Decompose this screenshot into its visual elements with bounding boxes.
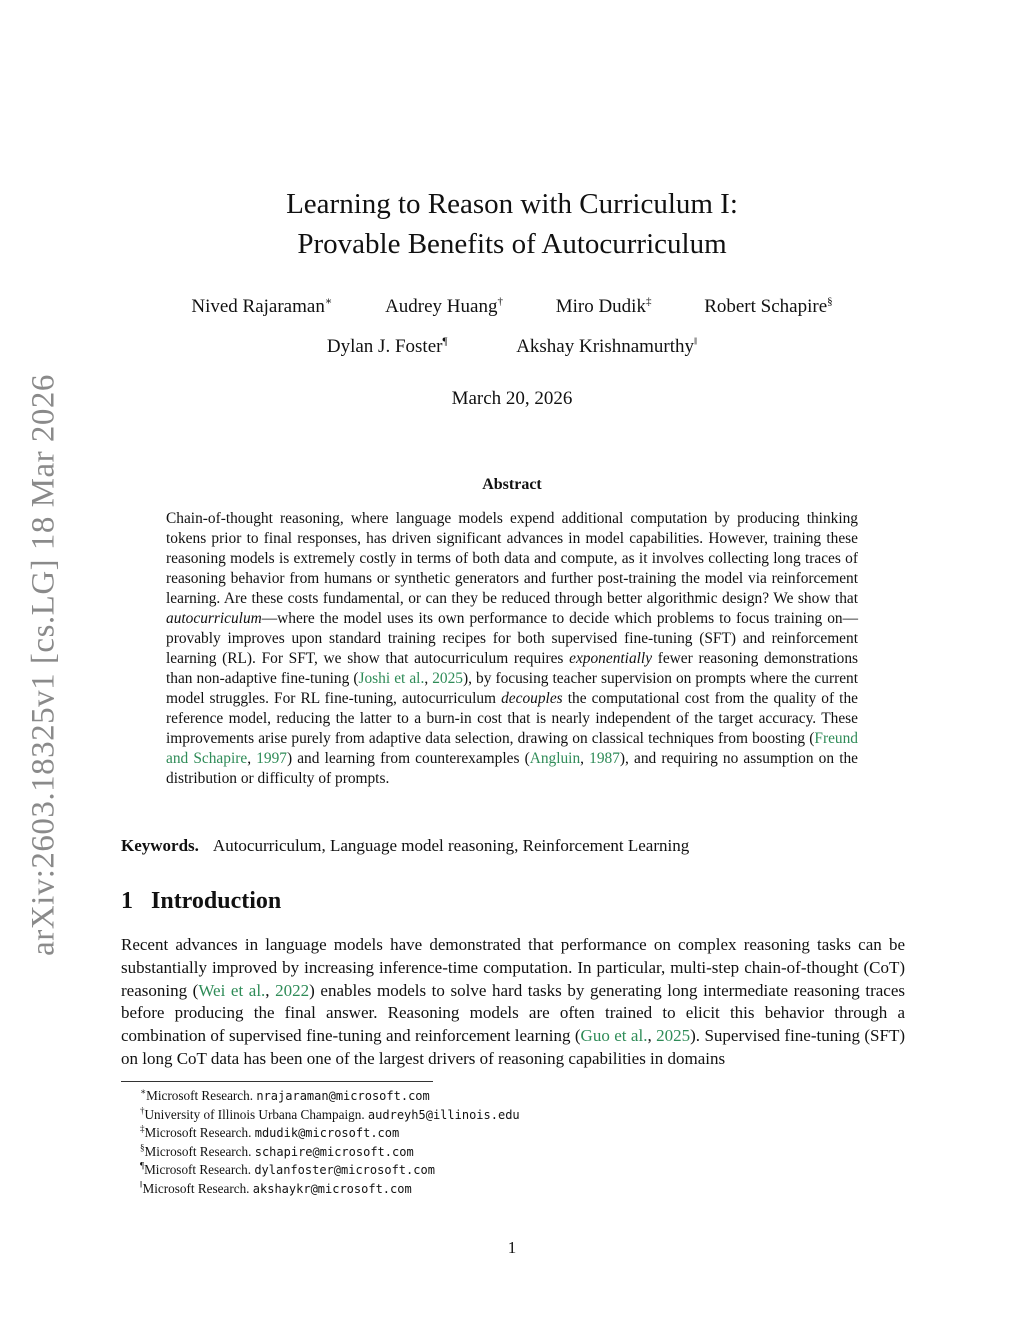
- paper-title: [0, 184, 1024, 264]
- citation-link[interactable]: Wei et al.: [198, 980, 266, 1000]
- authors-row-1: [0, 296, 1024, 318]
- paper-date: March 20, 2026: [451, 388, 573, 409]
- intro-paragraph: Recent advances in language models have demonstrated that performance on complex reasoning tasks can be substantially improved by increasing inference-time computation. In particular, multi-step chain-of-thought (CoT) reasoning (Wei et al., 2022) enables models to solve hard tasks by generating long intermediate reasoning traces before producing the final answer. Reasoning models are often trained to elicit this behavior through a combination of supervised fine-tuning and reinforcement learning (Guo et al., 2025). Supervised fine-tuning (SFT) on long CoT data has been one of the largest drivers of reasoning capabilities in domains: [121, 935, 906, 1068]
- section-title: Introduction: [151, 888, 282, 914]
- email-link[interactable]: audreyh5@illinois.edu: [367, 1107, 520, 1122]
- authors-row-2: [0, 336, 1024, 358]
- citation-year-link[interactable]: 1997: [256, 750, 287, 767]
- keywords: [121, 836, 689, 856]
- email-link[interactable]: nrajaraman@microsoft.com: [256, 1089, 430, 1103]
- footnote: †University of Illinois Urbana Champaign. audreyh5@illinois.edu: [140, 1105, 520, 1122]
- citation-link[interactable]: Freund and Schapire: [166, 730, 858, 767]
- footnote: §Microsoft Research. schapire@microsoft.com: [140, 1142, 414, 1159]
- author: Dylan J. Foster¶: [326, 335, 448, 357]
- citation-year-link[interactable]: 2025: [656, 1026, 691, 1046]
- author: Akshay Krishnamurthy‖: [516, 335, 698, 357]
- email-link[interactable]: dylanfoster@microsoft.com: [254, 1163, 435, 1178]
- arxiv-stamp: [6, 370, 81, 960]
- arxiv-id-text: arXiv:2603.18325v1 [cs.LG] 18 Mar 2026: [25, 374, 61, 956]
- footnotes: [140, 1087, 520, 1199]
- abstract-body: Chain-of-thought reasoning, where language models expend additional computation by producing thinking tokens prior to final responses, has driven significant advances in model capabilities. However, training these reasoning models is extremely costly in terms of both data and compute, as it involves collecting long traces of reasoning behavior from humans or synthetic generators and further post-training the model via reinforcement learning. Are these costs fundamental, or can they be reduced through better algorithmic design? We show that autocurriculum—where the model uses its own performance to decide which problems to focus training on—provably improves upon standard training recipes for both supervised fine-tuning (SFT) and reinforcement learning (RL). For SFT, we show that autocurriculum requires exponentially fewer reasoning demonstrations than non-adaptive fine-tuning (Joshi et al., 2025), by focusing teacher supervision on prompts where the current model struggles. For RL fine-tuning, autocurriculum decouples the computational cost from the quality of the reference model, reducing the latter to a burn-in cost that is nearly independent of the target accuracy. These improvements arise purely from adaptive data selection, drawing on classical techniques from boosting (Freund and Schapire, 1997) and learning from counterexamples (Angluin, 1987), and requiring no assumption on the distribution or difficulty of prompts.: [166, 510, 859, 787]
- author: Nived Rajaraman∗: [191, 295, 333, 317]
- citation-year-link[interactable]: 1987: [589, 750, 620, 767]
- section-heading: [121, 888, 281, 915]
- title-line-2: Provable Benefits of Autocurriculum: [297, 228, 727, 260]
- author: Audrey Huang†: [385, 295, 503, 317]
- citation-year-link[interactable]: 2025: [432, 670, 463, 687]
- citation-link[interactable]: Guo et al.: [580, 1026, 648, 1046]
- email-link[interactable]: schapire@microsoft.com: [254, 1144, 414, 1159]
- citation-link[interactable]: Joshi et al.: [358, 670, 425, 687]
- footnote: ¶Microsoft Research. dylanfoster@microsoft.com: [140, 1160, 435, 1178]
- section-number: 1: [121, 888, 133, 914]
- footnote: ‡Microsoft Research. mdudik@microsoft.com: [140, 1123, 400, 1141]
- citation-link[interactable]: Angluin: [529, 750, 581, 767]
- email-link[interactable]: akshaykr@microsoft.com: [252, 1181, 412, 1196]
- footnote: ‖Microsoft Research. akshaykr@microsoft.com: [140, 1179, 412, 1196]
- page-number: 1: [507, 1238, 517, 1257]
- author: Robert Schapire§: [704, 295, 833, 317]
- keywords-label: Keywords.: [121, 836, 199, 855]
- footnote: ∗Microsoft Research. nrajaraman@microsoft.com: [140, 1086, 430, 1103]
- abstract-heading: Abstract: [482, 476, 542, 493]
- keywords-text: Autocurriculum, Language model reasoning, Reinforcement Learning: [212, 836, 690, 855]
- citation-year-link[interactable]: 2022: [275, 980, 310, 1000]
- author: Miro Dudik‡: [555, 295, 652, 317]
- title-line-1: Learning to Reason with Curriculum I:: [286, 188, 738, 220]
- email-link[interactable]: mdudik@microsoft.com: [254, 1126, 400, 1141]
- footnote-divider: [121, 1081, 433, 1082]
